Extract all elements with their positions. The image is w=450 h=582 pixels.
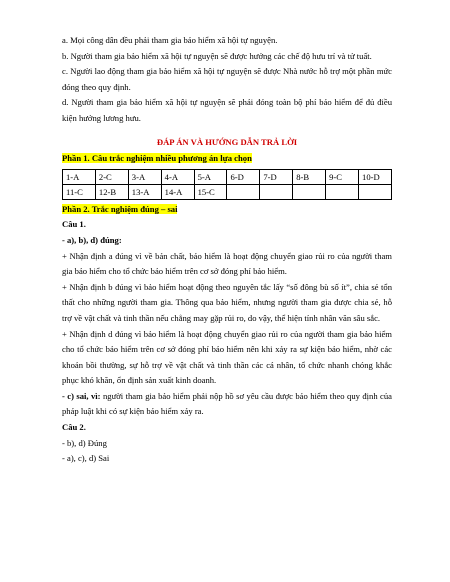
answer-title: ĐÁP ÁN VÀ HƯỚNG DẪN TRẢ LỜI xyxy=(156,136,298,147)
answer-table xyxy=(62,169,392,200)
table-cell: 15-C xyxy=(194,184,227,199)
option-b: b. Người tham gia bảo hiểm xã hội tự nguyện sẽ được hưởng các chế độ hưu trí và tử tuất. xyxy=(62,50,372,61)
table-row xyxy=(63,184,392,199)
table-cell: 3-A xyxy=(128,169,161,184)
table-cell: 10-D xyxy=(359,169,392,184)
table-cell: 8-B xyxy=(293,169,326,184)
table-cell xyxy=(293,184,326,199)
option-a: a. Mọi công dân đều phải tham gia bảo hiểm xã hội tự nguyện. xyxy=(62,35,278,45)
q1-false-reason: người tham gia bảo hiểm phải nộp hồ sơ yêu cầu được bảo hiểm theo quy định của pháp luật khi có sự kiện bảo hiểm xảy ra. xyxy=(62,390,392,417)
q2-false: - a), c), d) Sai xyxy=(62,453,110,464)
table-cell: 7-D xyxy=(260,169,293,184)
table-cell xyxy=(227,184,260,199)
table-cell: 12-B xyxy=(95,184,128,199)
q1-explanation-a: + Nhận định a đúng vì về bản chất, bảo hiểm là hoạt động chuyển giao rủi ro của người tham gia bảo hiểm cho tổ chức bảo hiểm trên cơ sở đóng phí bảo hiểm. xyxy=(62,250,392,277)
table-cell: 11-C xyxy=(63,184,96,199)
q1-label: Câu 1. xyxy=(62,219,86,230)
table-cell xyxy=(359,184,392,199)
part1-heading xyxy=(62,151,392,167)
table-cell: 4-A xyxy=(161,169,194,184)
part2-heading xyxy=(62,202,392,218)
q1-false-explanation xyxy=(62,389,392,420)
q1-explanation-d: + Nhận định d đúng vì bảo hiểm là hoạt động chuyển giao rủi ro của người tham gia bảo hiểm cho tổ chức bảo hiểm trên cơ sở đóng phí bảo hiểm nên khi xảy ra sự kiện bảo hiểm, nhờ các khoản bồi thường, sự hỗ trợ về vật chất và tinh thần các cá nhân, tổ chức nhanh chóng khắc phục khó khăn, ổn định sản xuất kinh doanh. xyxy=(62,328,392,386)
q1-explanation-b: + Nhận định b đúng vì bảo hiểm hoạt động theo nguyên tắc lấy “số đông bù số ít”, chia sẻ tổn thất cho những người tham gia. Thông qua bảo hiểm, nhưng người tham gia được chia sẻ, hỗ trợ về vật chất và tinh thần nếu chẳng may gặp rủi ro, do vậy, thể hiện tính nhân văn sâu sắc. xyxy=(62,281,392,323)
table-cell xyxy=(326,184,359,199)
table-cell: 2-C xyxy=(95,169,128,184)
table-cell: 1-A xyxy=(63,169,96,184)
table-cell: 5-A xyxy=(194,169,227,184)
table-cell: 13-A xyxy=(128,184,161,199)
option-d: d. Người tham gia bảo hiểm xã hội tự nguyện sẽ phải đóng toàn bộ phí bảo hiểm để đủ điều kiện hưởng lương hưu. xyxy=(62,97,392,123)
part2-heading-text: Phần 2. Trắc nghiệm đúng – sai xyxy=(62,203,178,214)
table-row xyxy=(63,169,392,184)
table-cell: 14-A xyxy=(161,184,194,199)
q2-label: Câu 2. xyxy=(62,422,86,433)
table-cell xyxy=(260,184,293,199)
document-content xyxy=(62,33,392,467)
q1-false-label: - c) sai, vì: xyxy=(62,390,101,401)
table-cell: 9-C xyxy=(326,169,359,184)
q2-true: - b), d) Đúng xyxy=(62,437,107,448)
option-c: c. Người lao động tham gia bảo hiểm xã hội tự nguyện sẽ được Nhà nước hỗ trợ một phần mức đóng theo quy định. xyxy=(62,66,392,92)
part1-heading-text: Phần 1. Câu trắc nghiệm nhiều phương án lựa chọn xyxy=(62,153,252,164)
table-cell: 6-D xyxy=(227,169,260,184)
q1-true-label: - a), b), d) đúng: xyxy=(62,234,122,245)
